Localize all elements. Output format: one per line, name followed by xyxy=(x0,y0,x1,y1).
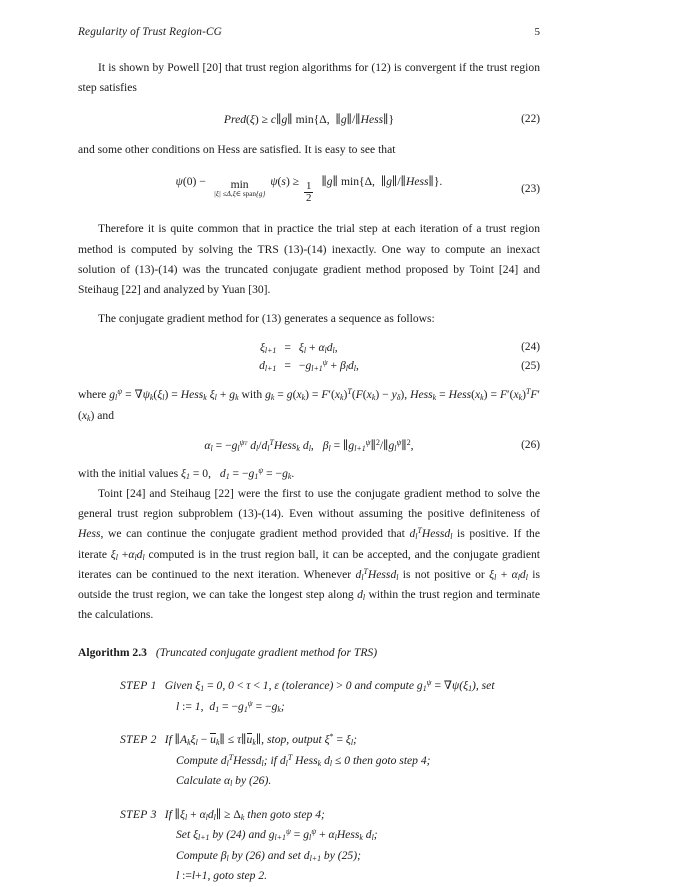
paragraph-powell: It is shown by Powell [20] that trust region algorithms for (12) is convergent if the trust region step satisfies xyxy=(78,61,540,95)
running-head xyxy=(78,26,540,38)
running-head-title: Regularity of Trust Region-CG xyxy=(78,26,222,38)
step-2-label: STEP 2 xyxy=(120,733,157,747)
algorithm-step-3 xyxy=(120,805,540,887)
equation-24-relation: = xyxy=(284,341,291,355)
step-3-line-1-text: If $\parallel\xi_l$ + $\alpha_ld_l\parallel \ge \Delta_k$ then goto step 4; xyxy=(164,807,325,823)
equation-23-body: ψ(0) − min |ξ| ≤Δ,ξ∈ span{g} ψ(s) ≥ $\frac{1}{2}$ ∥g∥ min{Δ, ∥g∥/∥Hess∥}. xyxy=(175,174,443,205)
equation-24-number: (24) xyxy=(521,341,540,354)
algorithm-step-1 xyxy=(120,676,540,717)
step-3-line-2: Set $\xi_{l+1}$ by (24) and $g_{l+1}^\psi = g_l^\psi$ + $\alpha_lHess_k$ $d_l$; xyxy=(176,827,378,843)
equation-24-25-block xyxy=(78,341,540,372)
paragraph-cg-sequence: The conjugate gradient method for (13) generates a sequence as follows: xyxy=(98,312,435,326)
equation-23-row xyxy=(78,174,540,205)
page-number: 5 xyxy=(534,26,540,38)
min-operator: min |ξ| ≤Δ,ξ∈ span{g} xyxy=(213,178,266,199)
equation-25-lhs: $d_{l+1}$ xyxy=(259,359,277,374)
step-2-line-1-text: If $\parallel A_k\xi_l$ − $u_k\parallel$ ≤ $\tau\parallel u_k\parallel$, stop, output $\xi^* = \xi_l$; xyxy=(164,732,357,748)
algorithm-heading-label: Algorithm 2.3 xyxy=(78,646,147,660)
paragraph-toint-steihaug: Toint [24] and Steihaug [22] were the first to use the conjugate gradient method to solve the general trust region subproblem (13)-(14). Even without assuming the positive definiteness of Hess, we can continue the conjugate gradient method provided that $d_l^THessd_l$ is positive. If the iterate $\xi_l +\alpha_ld_l$ computed is in the trust region ball, it can be accepted, and the conjugate gradient iterates can be continued to the next iteration. Whenever $d_l^THessd_l$ is not positive or $\xi_l + \alpha_ld_l$ is outside the trust region, we can take the longest step along $d_l$ within the trust region and terminate the calculations. xyxy=(78,487,541,622)
equation-22-row xyxy=(78,112,540,126)
step-1-line-1 xyxy=(120,676,540,697)
equation-26-number: (26) xyxy=(521,438,540,451)
equation-26-row xyxy=(78,438,540,452)
paragraph-initial-values: with the initial values $\xi_1 = 0$, $d_1 = -g_1^\psi = -g_k$. xyxy=(78,465,295,482)
step-3-line-1 xyxy=(120,805,540,826)
algorithm-step-2 xyxy=(120,730,540,792)
step-2-line-2: Compute $d_l^THessd_l$; if $d_l^T$ Hess$_k$ $d_l \le 0$ then goto step 4; xyxy=(176,752,431,769)
equation-24-rhs: $\xi_l + \alpha_ld_l$, xyxy=(298,341,338,356)
step-1-line-1-text: Given $\xi_1 = 0$, 0 < τ < 1, ε (tolerance) > 0 and compute $g_1^\psi = \nabla\psi(\xi_1)$, set xyxy=(164,678,495,694)
page-content xyxy=(78,58,540,887)
step-3-line-4: l :=l+1, goto step 2. xyxy=(176,869,268,883)
equation-24-lhs: $\xi_{l+1}$ xyxy=(259,341,277,356)
step-2-line-1 xyxy=(120,730,540,751)
step-3-line-3: Compute $\beta_l$ by (26) and set $d_{l+1}$ by (25); xyxy=(176,848,361,864)
paper-page xyxy=(78,0,541,883)
equation-22-number: (22) xyxy=(521,113,540,126)
paragraph-hess-conditions: and some other conditions on Hess are satisfied. It is easy to see that xyxy=(78,143,396,157)
equation-23-number: (23) xyxy=(521,183,540,195)
step-3-label: STEP 3 xyxy=(120,807,157,821)
paragraph-where-definitions: where $g_l^\psi = \nabla\psi_k(\xi_l)$ = Hess$_k$ $\xi_l + g_k$ with $g_k = g(x_k) = F'(x_k)^T(F(x_k) - y_\delta)$, Hess$_k$ = $Hess(x_k) = F'(x_k)^TF'(x_k)$ and xyxy=(78,387,540,423)
equation-22-body: Pred(ξ) ≥ c∥g∥ min{Δ, ∥g∥/∥Hess∥} xyxy=(223,113,395,127)
equation-25-number: (25) xyxy=(521,360,540,373)
algorithm-heading xyxy=(78,643,540,663)
algorithm-heading-title: (Truncated conjugate gradient method for TRS) xyxy=(155,646,378,660)
equation-24-25-numbers xyxy=(521,341,540,372)
step-1-line-2: l := 1, $d_1 = -g_1^\psi = -g_k$; xyxy=(176,698,285,715)
equation-24-25-align xyxy=(259,341,359,372)
equation-25-rhs: $-g_{l+1}^\psi + \beta_ld_l$, xyxy=(298,358,359,374)
step-2-line-3: Calculate $\alpha_l$ by (26). xyxy=(176,774,272,789)
step-1-label: STEP 1 xyxy=(120,679,157,693)
equation-25-relation: = xyxy=(284,359,291,373)
equation-26-body: $\alpha_l = -g_l^{\psi T}$ $d_l/d_l^THess_k$ $d_l$, $\beta_l$ = $\parallel g_{l+1}^\psi\parallel^2/\parallel g_l^\psi\parallel^2$, xyxy=(204,437,414,454)
paragraph-trs-inexact: Therefore it is quite common that in practice the trial step at each iteration of a trust region method is computed by solving the TRS (13)-(14) inexactly. One way to compute an inexact solution of (13)-(14) was the truncated conjugate gradient method proposed by Toint [24] and Steihaug [22] and analyzed by Yuan [30]. xyxy=(78,222,540,297)
algorithm-steps xyxy=(120,676,540,887)
